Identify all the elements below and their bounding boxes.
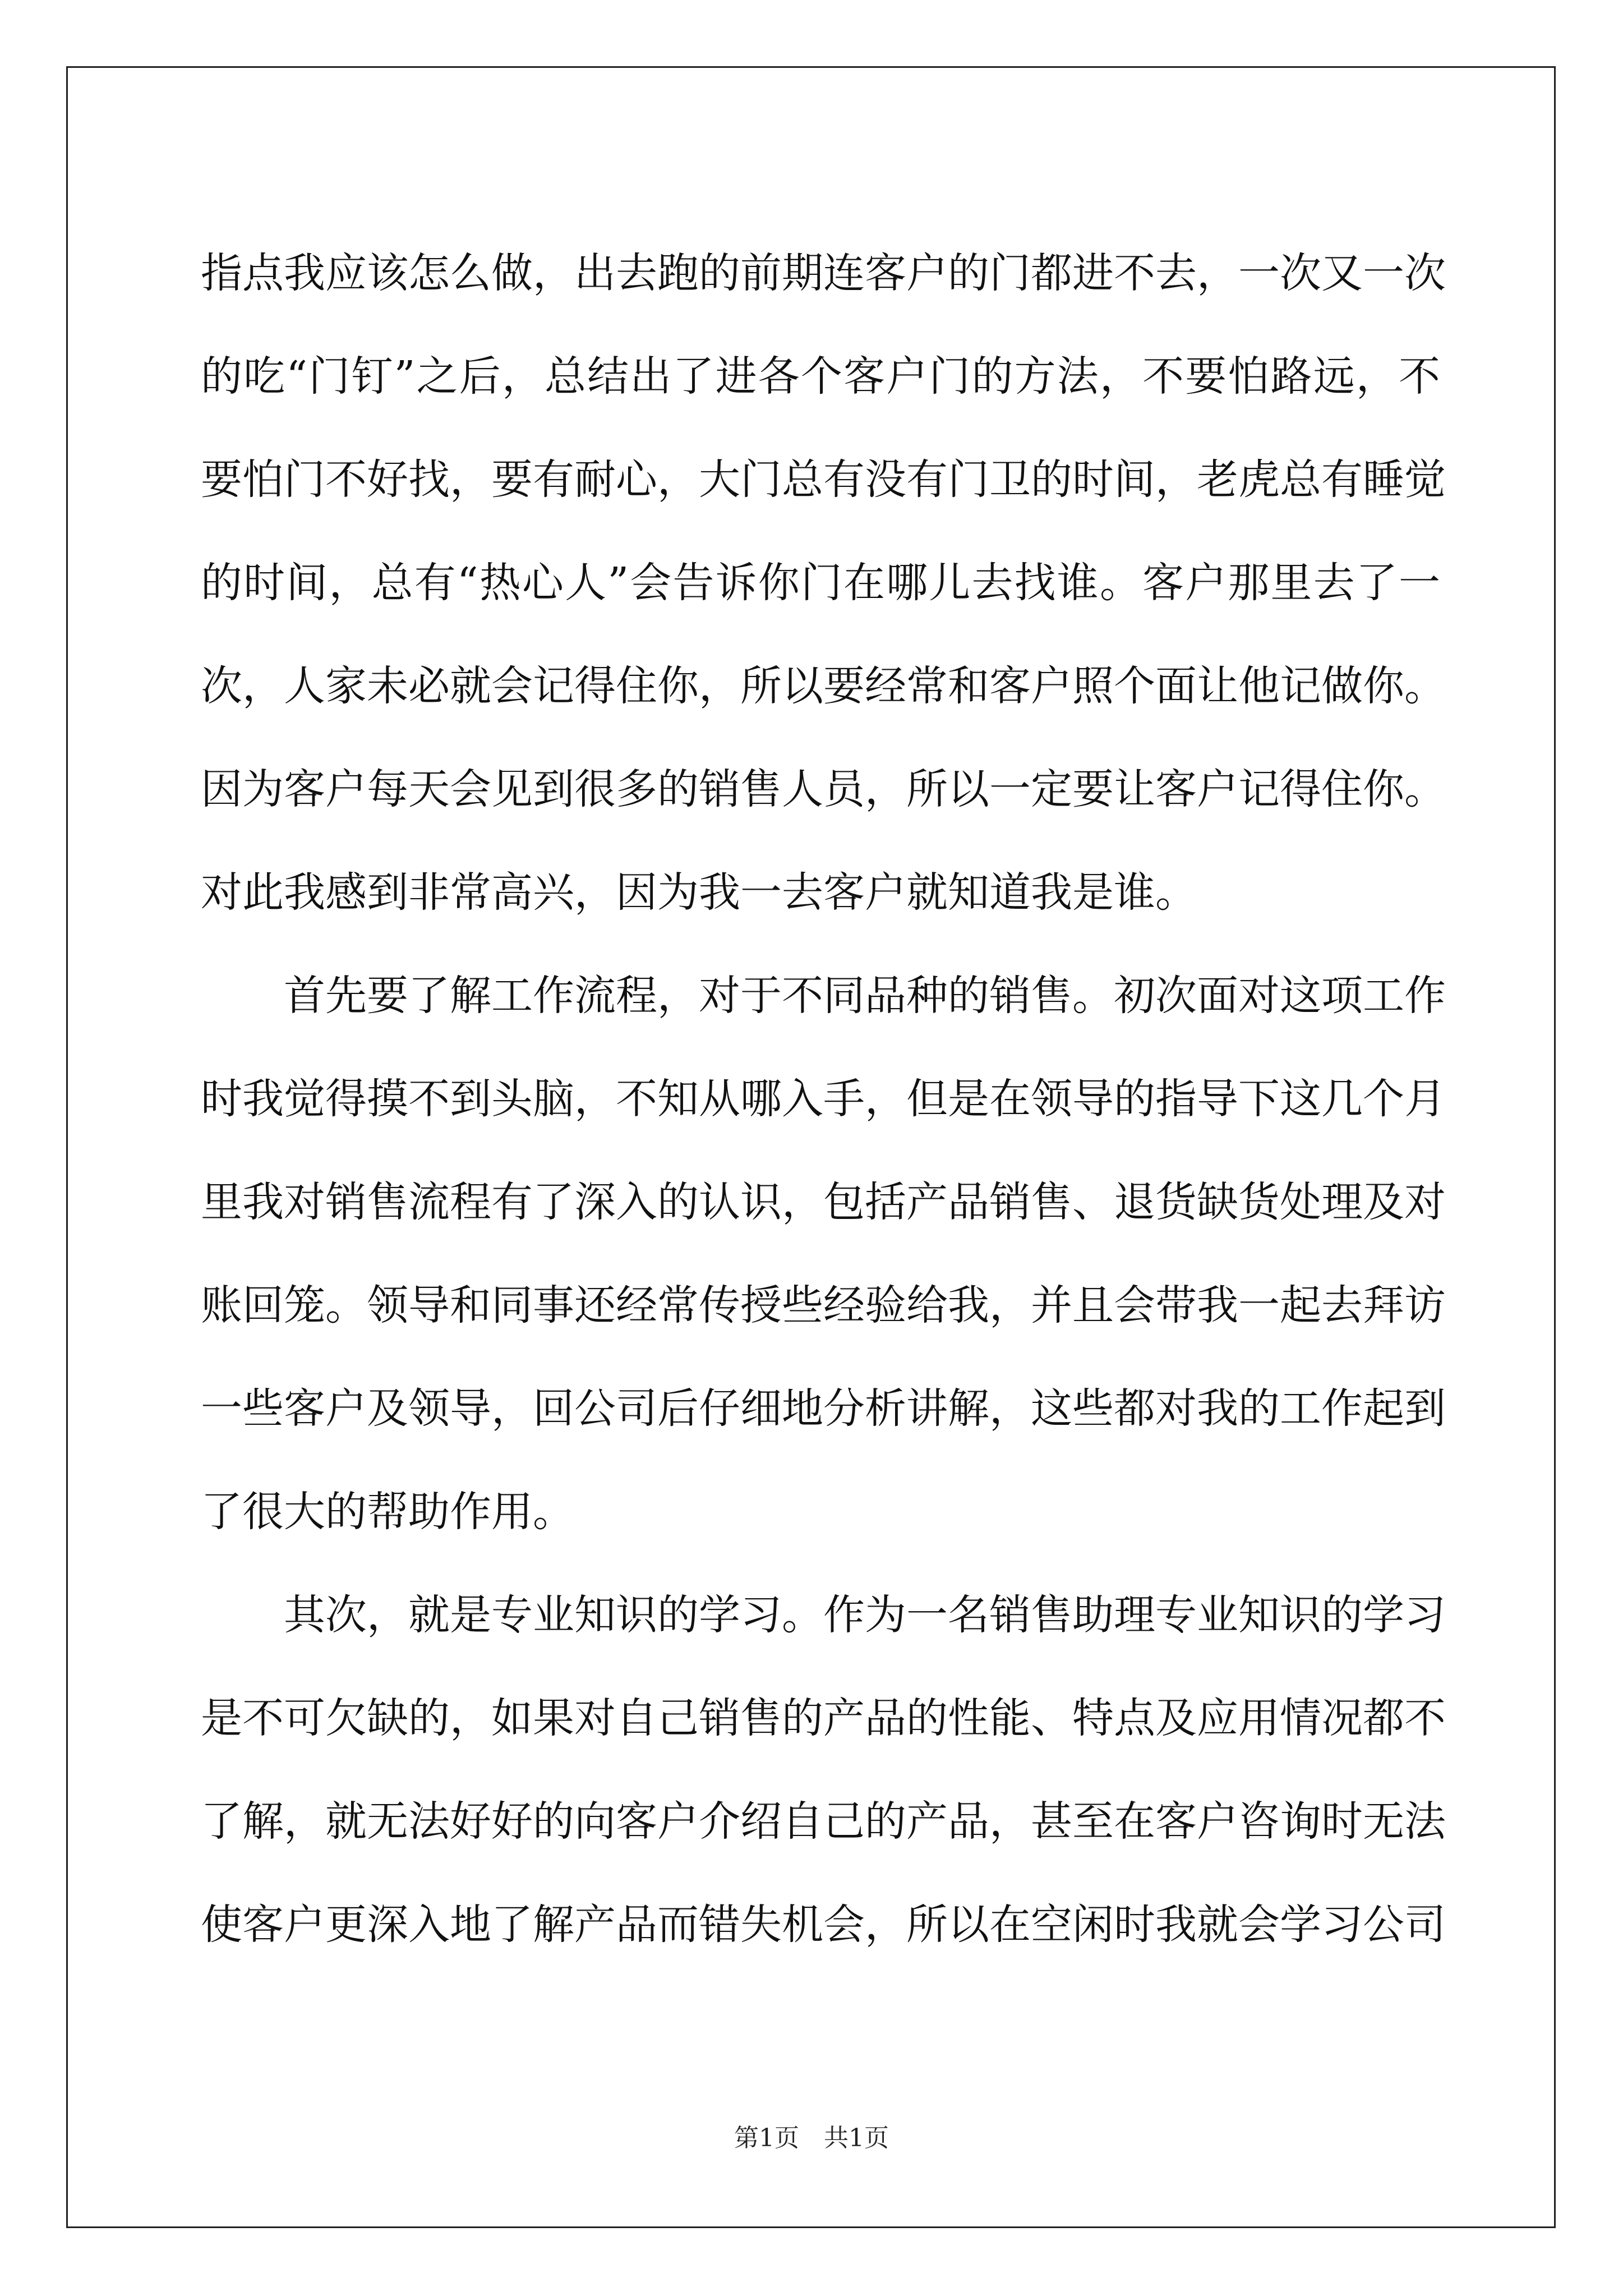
page-footer: 第1页 共1页	[734, 2124, 889, 2152]
text-line: 使客户更深入地了解产品而错失机会，所以在空闲时我就会学习公司	[201, 1901, 1446, 1949]
text-line: 对此我感到非常高兴，因为我一去客户就知道我是谁。	[201, 868, 1197, 917]
document-body	[201, 222, 1446, 1976]
text-line: 时我觉得摸不到头脑，不知从哪入手，但是在领导的指导下这几个月	[201, 1075, 1446, 1123]
text-line: 一些客户及领导，回公司后仔细地分析讲解，这些都对我的工作起到	[201, 1384, 1446, 1433]
text-line: 了很大的帮助作用。	[201, 1488, 574, 1536]
text-line: 要怕门不好找，要有耐心，大门总有没有门卫的时间，老虎总有睡觉	[201, 455, 1446, 504]
text-line: 因为客户每天会见到很多的销售人员，所以一定要让客户记得住你。	[201, 765, 1446, 813]
text-line: 账回笼。领导和同事还经常传授些经验给我，并且会带我一起去拜访	[201, 1281, 1446, 1329]
text-line: 首先要了解工作流程，对于不同品种的销售。初次面对这项工作	[201, 972, 1446, 1020]
text-line: 里我对销售流程有了深入的认识，包括产品销售、退货缺货处理及对	[201, 1178, 1446, 1226]
text-line: 次，人家未必就会记得住你，所以要经常和客户照个面让他记做你。	[201, 662, 1446, 710]
text-line: 其次，就是专业知识的学习。作为一名销售助理专业知识的学习	[201, 1591, 1446, 1639]
text-line: 是不可欠缺的，如果对自己销售的产品的性能、特点及应用情况都不	[201, 1694, 1446, 1742]
text-line: 的吃“门钉”之后，总结出了进各个客户门的方法，不要怕路远，不	[201, 352, 1440, 401]
text-line: 指点我应该怎么做，出去跑的前期连客户的门都进不去，一次又一次	[201, 249, 1446, 297]
text-line: 的时间，总有“热心人”会告诉你门在哪儿去找谁。客户那里去了一	[201, 559, 1440, 607]
text-line: 了解，就无法好好的向客户介绍自己的产品，甚至在客户咨询时无法	[201, 1797, 1446, 1846]
